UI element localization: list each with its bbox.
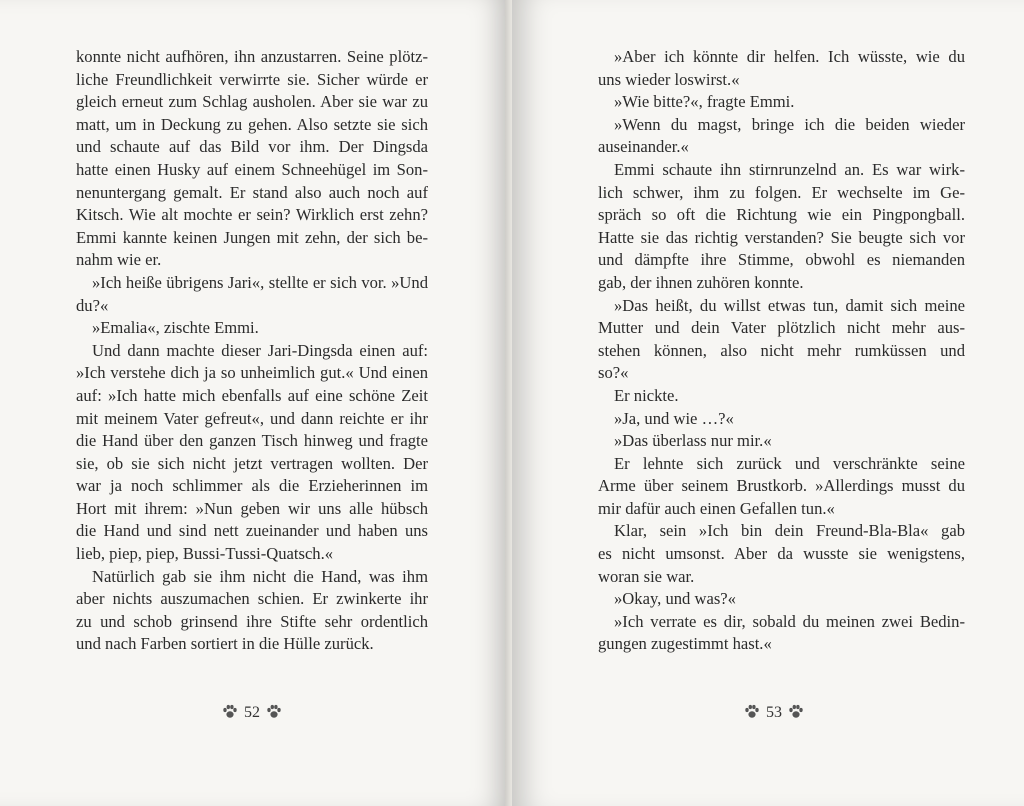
right-page bbox=[512, 0, 1024, 806]
text-line: Hort mit ihrem: »Nun geben wir uns alle hübsch bbox=[76, 498, 428, 518]
text-line: nahm wie er. bbox=[76, 250, 162, 270]
text-line: nenuntergang gemalt. Er stand also auch noch auf bbox=[76, 182, 428, 202]
text-line: lich schwer, ihm zu folgen. Er wechselte im Ge- bbox=[598, 182, 965, 202]
text-line: »Das überlass nur mir.« bbox=[614, 431, 772, 451]
paw-print-icon bbox=[744, 704, 760, 719]
paw-print-icon bbox=[266, 704, 282, 719]
text-line: »Aber ich könnte dir helfen. Ich wüsste, wie du bbox=[614, 47, 965, 66]
text-line: Er lehnte sich zurück und verschränkte seine bbox=[614, 453, 965, 473]
page-number: 53 bbox=[766, 704, 782, 721]
text-line: »Ja, und wie …?« bbox=[614, 408, 734, 428]
text-line: Hatte sie das richtig verstanden? Sie beugte sich vor bbox=[598, 227, 965, 247]
text-line: und schaute auf das Bild vor ihm. Der Dingsda bbox=[76, 137, 428, 157]
text-line: Kitsch. Wie alt mochte er sein? Wirklich erst zehn? bbox=[76, 205, 428, 225]
text-line: Emmi kannte keinen Jungen mit zehn, der sich be- bbox=[76, 227, 428, 247]
text-line: Und dann machte dieser Jari-Dingsda einen auf: bbox=[92, 340, 428, 360]
text-line: aber nichts auszumachen schien. Er zwinkerte ihr bbox=[76, 589, 428, 609]
text-line: gungen zugestimmt hast.« bbox=[598, 634, 772, 654]
text-line: war ja noch schlimmer als die Erzieherinnen im bbox=[76, 476, 428, 496]
text-line: die Hand und sind nett zueinander und haben uns bbox=[76, 521, 428, 541]
text-line: auf: »Ich hatte mich ebenfalls auf eine schöne Zeit bbox=[76, 385, 428, 405]
text-line: Arme über seinem Brustkorb. »Allerdings musst du bbox=[598, 476, 965, 496]
page-number: 52 bbox=[244, 704, 260, 721]
text-line: Er nickte. bbox=[614, 385, 679, 405]
paw-print-icon bbox=[222, 704, 238, 719]
text-line: mir dafür auch einen Gefallen tun.« bbox=[598, 498, 835, 518]
text-line: woran sie war. bbox=[598, 566, 695, 586]
text-line: stehen können, also nicht mehr rumküssen und bbox=[598, 340, 965, 360]
text-line: Mutter und dein Vater plötzlich nicht mehr aus- bbox=[598, 318, 965, 338]
text-line: zu und schob grinsend ihre Stifte sehr ordentlich bbox=[76, 611, 428, 631]
text-line: »Wie bitte?«, fragte Emmi. bbox=[614, 92, 795, 112]
text-line: »Okay, und was?« bbox=[614, 589, 736, 609]
text-line: konnte nicht aufhören, ihn anzustarren. Seine plötz- bbox=[76, 47, 428, 66]
text-line: Natürlich gab sie ihm nicht die Hand, was ihm bbox=[92, 566, 428, 586]
text-line: matt, um in Deckung zu gehen. Also setzte sie sich bbox=[76, 114, 428, 134]
text-line: liche Freundlichkeit verwirrte sie. Sicher würde er bbox=[76, 69, 428, 89]
text-line: hatte einen Husky auf einem Schneehügel im Son- bbox=[76, 159, 428, 179]
right-page-folio bbox=[518, 704, 1024, 722]
text-line: sie, ob sie sich nicht jetzt vertragen wollten. Der bbox=[76, 453, 428, 473]
text-line: »Ich heiße übrigens Jari«, stellte er sich vor. »Und bbox=[92, 272, 428, 292]
text-line: die Hand über den ganzen Tisch hinweg und fragte bbox=[76, 431, 428, 451]
text-line: du?« bbox=[76, 295, 109, 315]
text-line: uns wieder loswirst.« bbox=[598, 69, 740, 89]
left-page-text bbox=[76, 46, 428, 656]
right-page-text bbox=[598, 46, 965, 656]
text-line: »Emalia«, zischte Emmi. bbox=[92, 318, 259, 338]
text-line: »Wenn du magst, bringe ich die beiden wieder bbox=[614, 114, 965, 134]
text-line: Klar, sein »Ich bin dein Freund-Bla-Bla« gab bbox=[614, 521, 965, 541]
text-line: lieb, piep, piep, Bussi-Tussi-Quatsch.« bbox=[76, 544, 334, 564]
left-page-folio bbox=[0, 704, 508, 722]
text-line: mit meinem Vater gefreut«, und dann reichte er ihr bbox=[76, 408, 428, 428]
text-line: und nach Farben sortiert in die Hülle zurück. bbox=[76, 634, 374, 654]
text-line: Emmi schaute ihn stirnrunzelnd an. Es war wirk- bbox=[614, 159, 965, 179]
text-line: gab, der ihnen zuhören konnte. bbox=[598, 272, 804, 292]
text-line: es nicht umsonst. Aber da wusste sie wenigstens, bbox=[598, 544, 965, 564]
text-line: »Ich verstehe dich ja so unheimlich gut.« Und einen bbox=[76, 363, 428, 383]
text-line: gleich erneut zum Schlag ausholen. Aber sie war zu bbox=[76, 92, 428, 112]
paw-print-icon bbox=[788, 704, 804, 719]
text-line: auseinander.« bbox=[598, 137, 689, 157]
text-line: und dämpfte ihre Stimme, obwohl es niemanden bbox=[598, 250, 965, 270]
text-line: so?« bbox=[598, 363, 629, 383]
text-line: »Das heißt, du willst etwas tun, damit sich meine bbox=[614, 295, 965, 315]
text-line: »Ich verrate es dir, sobald du meinen zwei Bedin- bbox=[614, 611, 965, 631]
text-line: spräch so oft die Richtung wie ein Pingpongball. bbox=[598, 205, 965, 225]
